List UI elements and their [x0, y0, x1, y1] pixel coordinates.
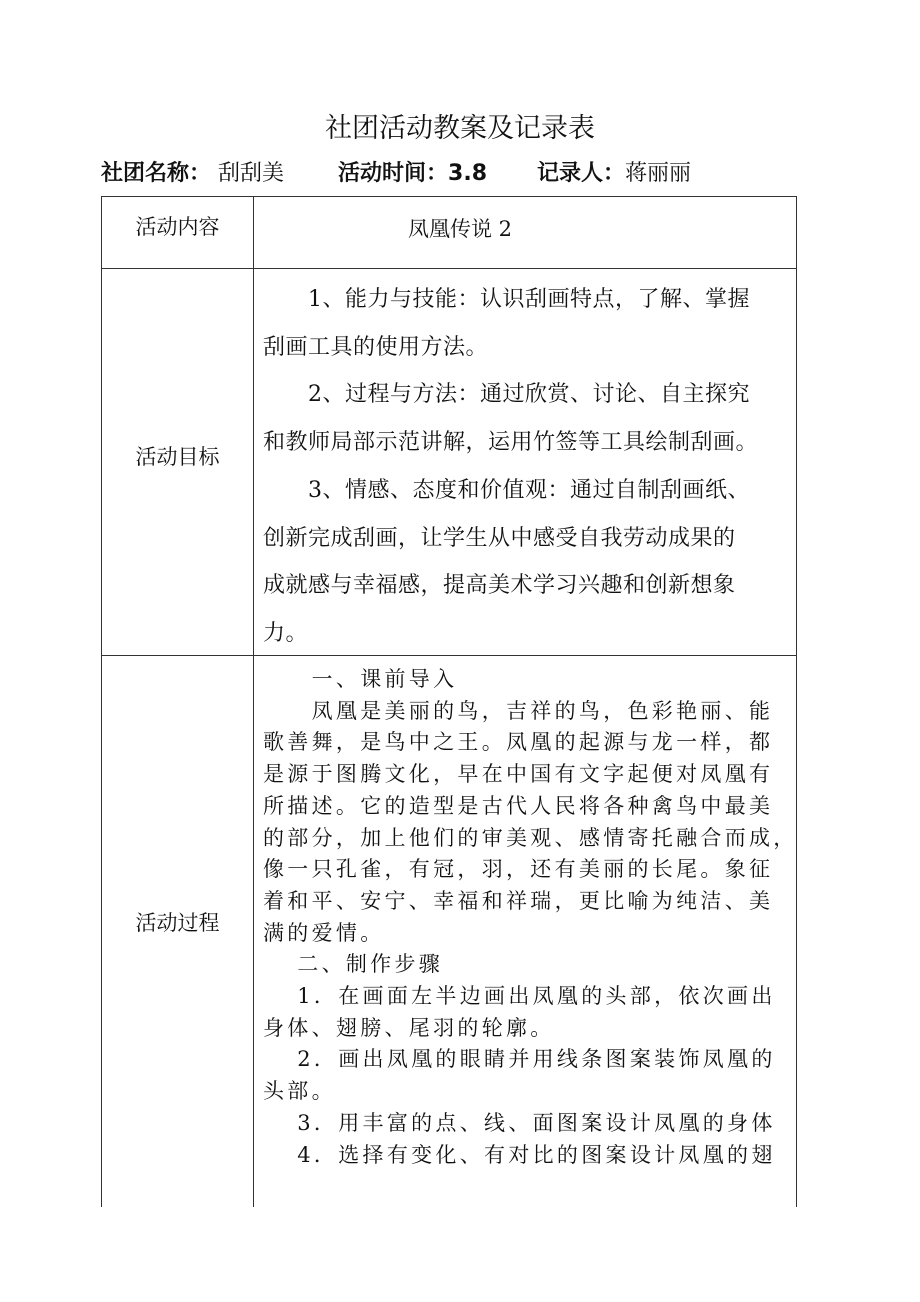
row-divider: [102, 268, 796, 269]
content-label: 活动内容: [135, 215, 220, 239]
process-line: 3．用丰富的点、线、面图案设计凤凰的身体: [263, 1110, 776, 1135]
goals-line: 3、情感、态度和价值观：通过自制刮画纸、: [263, 477, 750, 503]
process-line: 二、制作步骤: [263, 952, 444, 977]
process-line: 身体、翅膀、尾羽的轮廓。: [263, 1015, 555, 1040]
process-line: 2．画出凤凰的眼睛并用线条图案装饰凤凰的: [263, 1047, 776, 1072]
goals-line: 创新完成刮画，让学生从中感受自我劳动成果的: [263, 525, 736, 551]
process-line: 歌善舞，是鸟中之王。凤凰的起源与龙一样，都: [263, 730, 774, 755]
page-title: 社团活动教案及记录表: [325, 113, 595, 144]
process-line: 4．选择有变化、有对比的图案设计凤凰的翅: [263, 1142, 776, 1167]
row-divider: [102, 655, 796, 656]
time-label: 活动时间：: [338, 161, 449, 186]
record-table: [101, 196, 797, 1207]
process-line: 所描述。它的造型是古代人民将各种禽鸟中最美: [263, 793, 774, 818]
process-line: 一、课前导入: [263, 667, 458, 691]
process-line: 的部分，加上他们的审美观、感情寄托融合而成，: [263, 825, 798, 850]
time-value: 3.8: [448, 161, 488, 186]
club-name: 刮刮美: [218, 161, 285, 186]
process-line: 像一只孔雀，有冠，羽，还有美丽的长尾。象征: [263, 857, 774, 882]
goals-line: 力。: [263, 620, 309, 646]
club-label: 社团名称：: [101, 161, 212, 186]
goals-line: 刮画工具的使用方法。: [263, 334, 489, 360]
header-info: [101, 156, 691, 187]
process-label: 活动过程: [135, 911, 220, 935]
process-line: 凤凰是美丽的鸟，吉祥的鸟，色彩艳丽、能: [263, 698, 774, 723]
recorder-label: 记录人：: [537, 161, 626, 186]
process-line: 着和平、安宁、幸福和祥瑞，更比喻为纯洁、美: [263, 888, 774, 913]
goals-line: 2、过程与方法：通过欣赏、讨论、自主探究: [263, 382, 750, 408]
column-divider: [253, 197, 254, 1207]
process-line: 1．在画面左半边画出凤凰的头部，依次画出: [263, 984, 776, 1008]
process-line: 是源于图腾文化，早在中国有文字起便对凤凰有: [263, 762, 774, 787]
process-line: 头部。: [263, 1079, 336, 1104]
recorder-name: 蒋丽丽: [625, 161, 692, 186]
process-line: 满的爱情。: [263, 920, 385, 945]
content-value: 凤凰传说 2: [408, 217, 513, 241]
goals-line: 1、能力与技能：认识刮画特点，了解、掌握: [263, 287, 750, 312]
goals-label: 活动目标: [135, 445, 220, 469]
goals-line: 和教师局部示范讲解，运用竹签等工具绘制刮画。: [263, 430, 759, 456]
goals-line: 成就感与幸福感，提高美术学习兴趣和创新想象: [263, 573, 736, 599]
